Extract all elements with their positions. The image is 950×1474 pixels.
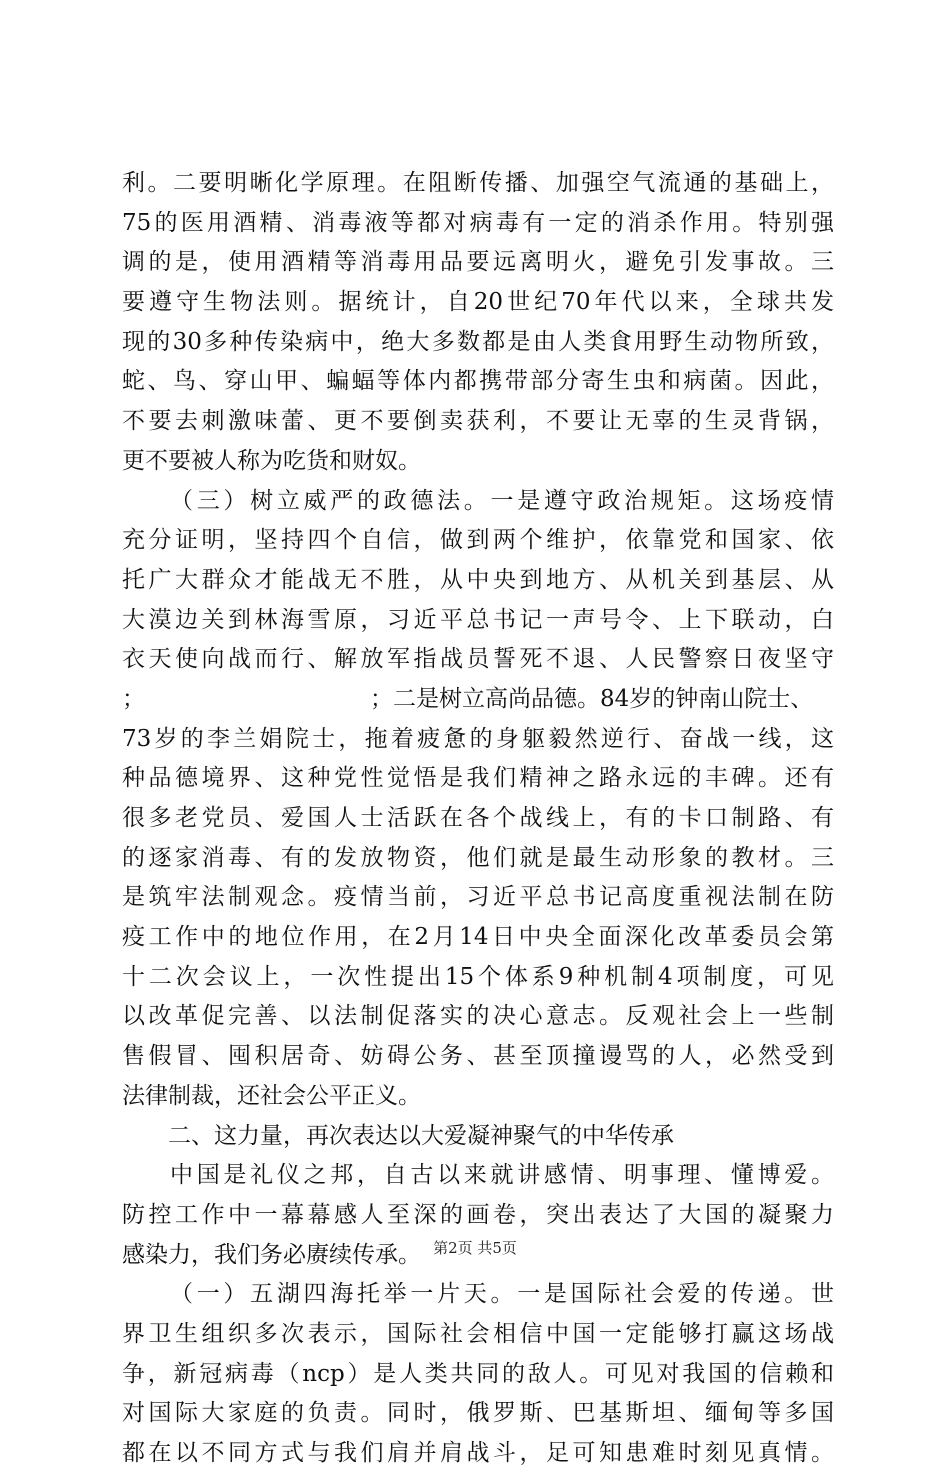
text-line: 更不要被人称为吃货和财奴。: [122, 447, 421, 474]
text-line: 法律制裁，还社会公平正义。: [122, 1082, 421, 1109]
text-line: 种品德境界、这种党性觉悟是我们精神之路永远的丰碑。还有: [122, 765, 834, 792]
text-line: 蛇、鸟、穿山甲、蝙蝠等体内都携带部分寄生虫和病菌。因此，: [122, 368, 834, 395]
text-line: 的逐家消毒、有的发放物资，他们就是最生动形象的教材。三: [122, 844, 834, 871]
text-line: 不要去刺激味蕾、更不要倒卖获利，不要让无辜的生灵背锅，: [122, 408, 834, 435]
page-number-footer: 第2页 共5页: [433, 1239, 517, 1257]
text-line: 疫工作中的地位作用，在2月14日中央全面深化改革委员会第: [122, 924, 834, 951]
text-line: 托广大群众才能战无不胜，从中央到地方、从机关到基层、从: [122, 566, 834, 593]
text-line: 是筑牢法制观念。疫情当前，习近平总书记高度重视法制在防: [122, 884, 834, 911]
text-line: 争，新冠病毒（ncp）是人类共同的敌人。可见对我国的信赖和: [122, 1360, 834, 1387]
text-fragment: ；: [122, 685, 145, 712]
text-line: 充分证明，坚持四个自信，做到两个维护，依靠党和国家、依: [122, 527, 834, 554]
text-line: 73岁的李兰娟院士，拖着疲惫的身躯毅然逆行、奋战一线，这: [122, 725, 834, 752]
text-line: 现的30多种传染病中，绝大多数都是由人类食用野生动物所致，: [122, 328, 834, 355]
text-line: 75的医用酒精、消毒液等都对病毒有一定的消杀作用。特别强: [122, 209, 834, 236]
paragraph-start-line: 中国是礼仪之邦，自古以来就讲感情、明事理、懂博爱。: [170, 1162, 834, 1189]
paragraph-start-line: （一）五湖四海托举一片天。一是国际社会爱的传递。世: [170, 1281, 834, 1308]
paragraph-start-line: （三）树立威严的政德法。一是遵守政治规矩。这场疫情: [170, 487, 834, 514]
text-line: 十二次会议上，一次性提出15个体系9种机制4项制度，可见: [122, 963, 834, 990]
text-line: 衣天使向战而行、解放军指战员誓死不退、人民警察日夜坚守: [122, 646, 834, 673]
text-line: 大漠边关到林海雪原，习近平总书记一声号令、上下联动，白: [122, 606, 834, 633]
text-line: 调的是，使用酒精等消毒用品要远离明火，避免引发事故。三: [122, 249, 834, 276]
text-line: [122, 680, 834, 720]
text-line: 很多老党员、爱国人士活跃在各个战线上，有的卡口制路、有: [122, 805, 834, 831]
body-text: [122, 164, 834, 1474]
text-line: 都在以不同方式与我们肩并肩战斗，足可知患难时刻见真情。: [122, 1440, 834, 1466]
section-heading: 二、这力量，再次表达以大爱凝神聚气的中华传承: [168, 1122, 674, 1149]
text-line: 感染力，我们务必赓续传承。: [122, 1241, 421, 1268]
text-line: 对国际大家庭的负责。同时，俄罗斯、巴基斯坦、缅甸等多国: [122, 1400, 834, 1427]
text-line: 利。二要明晰化学原理。在阻断传播、加强空气流通的基础上，: [122, 170, 834, 196]
text-line: 防控工作中一幕幕感人至深的画卷，突出表达了大国的凝聚力: [122, 1201, 834, 1228]
text-fragment: ；二是树立高尚品德。84岁的钟南山院士、: [370, 685, 814, 712]
text-line: 要遵守生物法则。据统计，自20世纪70年代以来，全球共发: [122, 289, 834, 316]
text-line: 以改革促完善、以法制促落实的决心意志。反观社会上一些制: [122, 1003, 834, 1030]
text-line: 售假冒、囤积居奇、妨碍公务、甚至顶撞谩骂的人，必然受到: [122, 1043, 834, 1070]
text-line: 界卫生组织多次表示，国际社会相信中国一定能够打赢这场战: [122, 1320, 834, 1347]
